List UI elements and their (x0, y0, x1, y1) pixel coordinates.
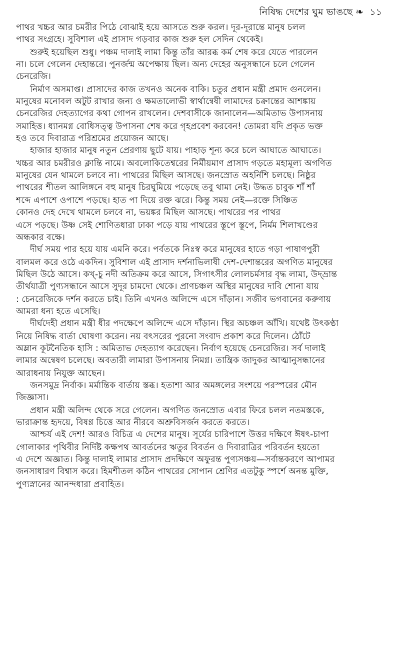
text-line: দীর্ঘ সময় পার হয়ে যায় এমনি করে। পর্বতকে নিঃস্ব করে মানুষের হাতে গড়া পাষাণপুরী (30, 245, 320, 256)
text-line: লামার অন্বেষণ চলেছে। অবতারী লামারা উপাসনায় নিমগ্ন। তান্ত্রিক জাদুকর আত্মানুসন্ধানের (16, 356, 326, 367)
text-line: : চেনরেজিকে দর্শন করতে চাই। তিনি এখনও অলিন্দে এসে দাঁড়ান। সজীব ভগবানের করুণায় (16, 294, 332, 305)
text-line: অম্লান কূটনৈতিক হাসি : অমিতাভ দেহত্যাগ করেছেন। নির্বাণ হয়েছে চেনরেজির। সর্ব দালাই (16, 343, 326, 354)
paragraph (16, 405, 388, 430)
text-line: শব্দে এপাশে ওপাশে পড়ছে। হাত পা দিয়ে রক্ত ঝরে। কিন্তু সময় নেই—রক্তে সিঞ্চিত (16, 195, 298, 206)
text-line: হও তবে দিবারাত্র পরিশ্রমের প্রয়োজন আছে। (16, 134, 169, 145)
text-line: সমাহিত্ত। ধ্যানমগ্ন বোধিসত্ত্ব উপাসনা শেষ করে গৃহপ্রবেশ করবেন! তোমরা যদি প্রকৃত ভক্ত (16, 121, 323, 132)
text-line: নিয়ে নিষিদ্ধ বার্তা ঘোষণা করেন। নয় বৎসরের পুরনো সংবাদ প্রকাশ করে দিলেন। ঠোঁটে (16, 331, 311, 342)
text-line: এসে পড়ছে। উষ্ণ সেই শোণিতধারা ঢাকা পড়ে যায় পাথরের স্তূপে স্তূপে, নির্মম শিলাখণ্ডের (16, 220, 318, 231)
text-line: জনসমুদ্র নির্বাক। মর্মান্তিক বার্তায় স্তব্ধ। হতাশা আর অমঙ্গলের সংশয়ে পরস্পরের মৌন (30, 380, 317, 391)
text-line: আশ্চর্য এই দেশ! আরও বিচিত্র এ দেশের মানুষ। সূর্যের চারিপাশে উত্তর দক্ষিণে ঈষৎ-চাপা (30, 430, 329, 441)
header-title: নিষিদ্ধ দেশের ঘুম ভাঙছে (259, 7, 353, 18)
text-line: পুণ্যস্নানের আনন্দধারা প্রবাহিত। (16, 479, 125, 490)
text-line: পাথরের শীতল আলিঙ্গনে বহু মানুষ চিরঘুমিয়ে পড়েছে তবু থামা নেই। উদ্ধত চাবুক শাঁ শাঁ (16, 183, 315, 194)
text-line: না। চলে গেলেন দেহান্তরে। পুনর্জন্ম অপেক্ষায় ছিল। অন্য দেহের অনুসন্ধানে চলে গেলেন (16, 60, 315, 71)
paragraph (16, 47, 388, 84)
body-text (16, 22, 388, 491)
paragraph (16, 22, 388, 47)
text-line: তীর্থযাত্রী পুণ্যসন্ধানে আসে সুদূর চামদো থেকে। প্রাণচঞ্চল অস্থির মানুষের দাবি শোনা যায় (16, 282, 319, 293)
text-line: এ দেশে অজ্ঞাত। কিন্তু দালাই লামার প্রাসাদ প্রদক্ষিণে অফুরন্ত পুণ্যসঞ্চয়—সর্বান্তকরণে আপামর (16, 455, 335, 466)
paragraph (16, 145, 388, 244)
text-line: চেনরেজি। (16, 72, 52, 83)
text-line: আমরা ধন্য হতে এসেছি। (16, 306, 101, 317)
text-line: মানুষের যেন থামলে চলবে না। পাথরের মিছিল আসছে। জনস্রোত অহর্নিশি চলছে। নিষ্ঠুর (16, 171, 316, 182)
paragraph (16, 380, 388, 405)
paragraph (16, 429, 388, 491)
text-line: প্রধান মন্ত্রী অলিন্দ থেকে সরে গেলেন। অগণিত জনস্রোত এবার ফিরে চলল নতমস্তকে, (30, 405, 325, 416)
text-line: অন্ধকার বক্ষে। (16, 232, 66, 243)
text-line: জিজ্ঞাসা। (16, 393, 49, 404)
text-line: বালমল করে ওঠে একদিন। সুবিশাল এই প্রাসাদ দর্শনাভিলাষী দেশ-দেশান্তরের অগণিত মানুষের (16, 257, 333, 268)
text-line: ভারাক্রান্ত হৃদয়ে, বিষণ্ণ চিত্তে আর নীরবে অশ্রুবিসর্জন করতে করতে। (16, 418, 250, 428)
page-number: ১১ (369, 7, 382, 18)
text-line: শুরুই হয়েছিল শুধু। পঞ্চম দালাই লামা কিন্তু তাঁর আরব্ধ কর্ম শেষ করে যেতে পারলেন (30, 47, 318, 58)
text-line: দীর্ঘদেহী প্রধান মন্ত্রী ধীর পদক্ষেপে অলিন্দে এসে দাঁড়ান। স্থির অচঞ্চল আঁখি। যথেষ্ট উৎকণ্ঠা (30, 319, 339, 330)
text-line: হাজার হাজার মানুষ নতুন প্রেরণায় ছুটে যায়। পাহাড় শূন্য করে চলে আঘাতে আঘাতে। (30, 146, 322, 157)
text-line: পাথর খচ্চর আর চমরীর পিঠে বোঝাই হয়ে আসতে শুরু করল। দূর-দূরান্তে মানুষ চলল (16, 23, 306, 33)
text-line: নির্মাণ অসমাপ্ত। প্রাসাদের কাজ তখনও অনেক বাকি। চতুর প্রধান মন্ত্রী প্রমাদ গুনলেন। (30, 84, 321, 95)
running-header (16, 6, 388, 19)
text-line: আরাধনায় নিযুক্ত আছেন। (16, 368, 105, 379)
header-ornament-icon: ❧ (355, 7, 364, 18)
paragraph (16, 318, 388, 380)
text-line: কোনও দেহ দেখে থামলে চলবে না, ভয়ঙ্কর মিছিল আসছে। পাথরের পর পাথর (16, 208, 281, 219)
text-line: জনসাধারণ বিশ্বাস করে। হিমশীতল কঠিন পাথরের সোপান শ্রেণির এতটুকু স্পর্শে অনন্ত মুক্তি, (16, 467, 329, 478)
text-line: মিছিল উঠে আসে। কখ্-চু নদী অতিক্রম করে আসে, সিগাৎসীর লোলচর্মসার বৃদ্ধ লামা, উদ্‌ভ্রান্ত (16, 269, 338, 280)
text-line: গোলাকার পৃথিবীর নির্দিষ্ট কক্ষপথ আবর্তনের ঋতুর বিবর্তন ও দিবারাত্রির পরিবর্তন হয়তো (16, 442, 320, 453)
text-line: খচ্চর আর চমরীরও ক্লান্তি নামে। অবলোকিতেশ্বরের নির্মীয়মাণ প্রাসাদ গড়তে মহামূল্য অগণিত (16, 158, 332, 169)
text-line: চেনরেজির দেহত্যাগের কথা গোপন রাখলেন। দেশবাসীকে জানালেন—অমিতাভ উপাসনায় (16, 109, 323, 120)
paragraph (16, 244, 388, 318)
text-line: পাথর সংগ্রহে। সুবিশাল এই প্রাসাদ গড়বার কাজ শুরু হল সেদিন থেকেই। (16, 35, 264, 46)
text-line: মানুষের মনোবল অটুট রাখার জন্য ও ক্ষমতালোভী স্বার্থান্বেষী লামাদের চক্রান্তের আশঙ্কায় (16, 97, 316, 108)
paragraph (16, 84, 388, 146)
